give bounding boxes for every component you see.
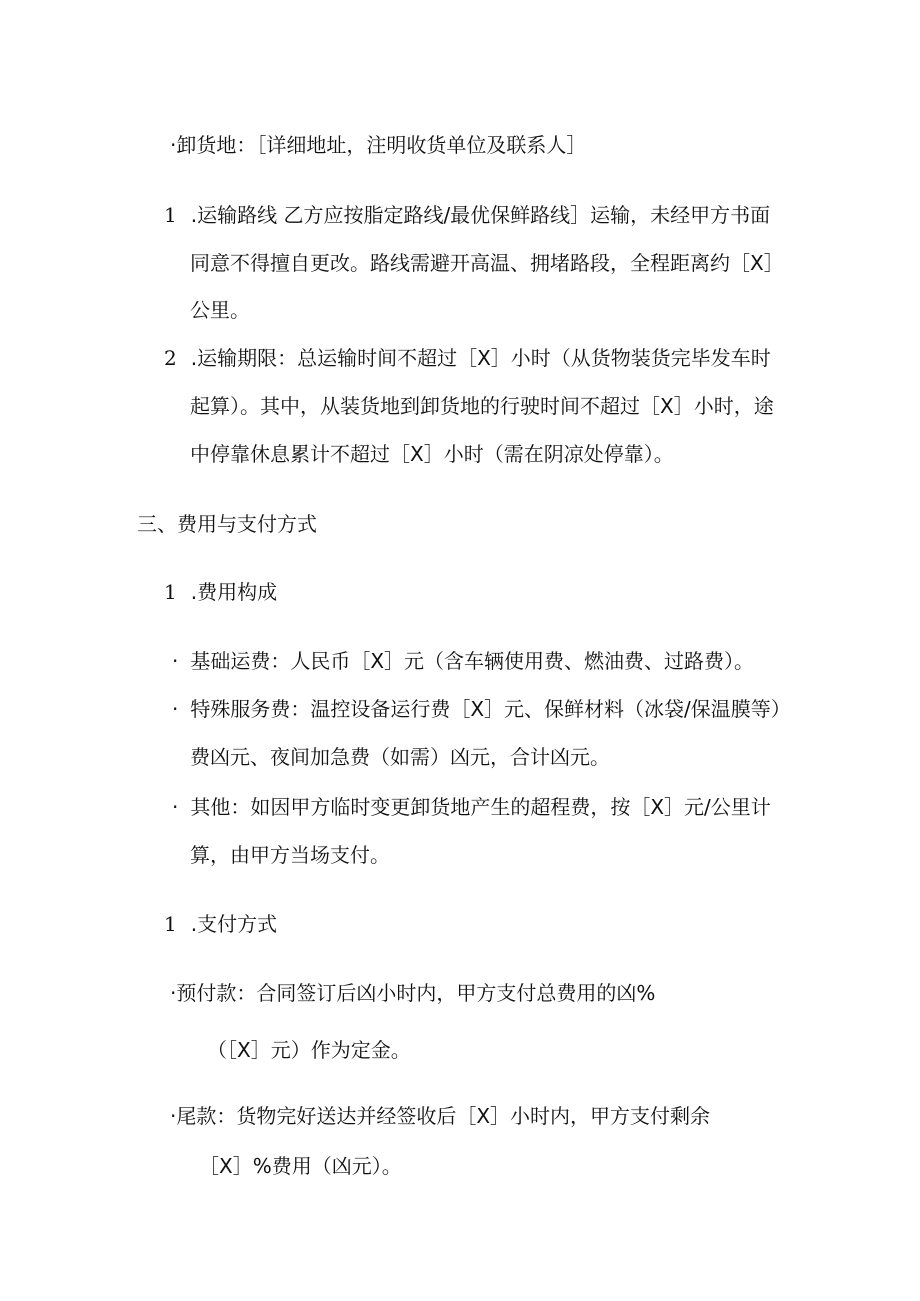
transport-deadline-text: .运输期限：总运输时间不超过［X］小时（从货物装货完毕发车时: [190, 346, 771, 370]
final-payment-text: 尾款：货物完好送达并经签收后［X］小时内，甲方支付剩余: [176, 1104, 711, 1128]
payment-method-title: .支付方式: [190, 912, 278, 936]
advance-payment-text: 预付款：合同签订后凶小时内，甲方支付总费用的凶%: [176, 981, 656, 1005]
fee-item-text: 特殊服务费：温控设备运行费［X］元、保鲜材料（冰袋/保温膜等）: [190, 697, 791, 721]
item-number: 1: [164, 912, 177, 936]
bullet: ·: [170, 1104, 177, 1128]
fee-item-special-line-2: 费凶元、夜间加急费（如需）凶元，合计凶元。: [190, 745, 610, 769]
transport-route-line-3: 公里。: [190, 298, 250, 322]
fee-item-basic: [172, 647, 754, 675]
unloading-location-text: 卸货地：［详细地址，注明收货单位及联系人］: [176, 133, 587, 157]
transport-route-line-2: 同意不得擅自更改。路线需避开高温、拥堵路段，全程距离约［X］: [190, 251, 784, 275]
bullet: ·: [170, 981, 177, 1005]
item-number: 1: [164, 203, 177, 227]
fee-item-other-line-1: [172, 793, 771, 821]
fee-item-text: 基础运费：人民币［X］元（含车辆使用费、燃油费、过路费）。: [190, 649, 755, 673]
unloading-location-line: [170, 131, 586, 159]
bullet: ·: [170, 133, 177, 157]
advance-payment-line-1: [170, 979, 655, 1007]
transport-deadline-line-2: 起算）。其中，从装货地到卸货地的行驶时间不超过［X］小时，途: [190, 394, 774, 418]
advance-payment-line-2: （［X］元）作为定金。: [207, 1038, 411, 1062]
final-payment-line-1: [170, 1102, 710, 1130]
item-number: 2: [164, 346, 177, 370]
fee-composition-title: .费用构成: [190, 580, 278, 604]
fee-composition-heading: [164, 578, 277, 606]
fee-item-special-line-1: [172, 695, 791, 723]
section-title: 三、费用与支付方式: [137, 512, 317, 536]
transport-deadline-line-3: 中停靠休息累计不超过［X］小时（需在阴凉处停靠）。: [190, 442, 674, 466]
payment-method-heading: [164, 910, 277, 938]
transport-route-line-1: [164, 201, 770, 229]
bullet: ·: [172, 649, 179, 673]
final-payment-line-2: ［X］%费用（凶元）。: [199, 1154, 402, 1178]
fee-item-text: 其他：如因甲方临时变更卸货地产生的超程费，按［X］元/公里计: [190, 795, 771, 819]
bullet: ·: [172, 697, 179, 721]
item-number: 1: [164, 580, 177, 604]
bullet: ·: [172, 795, 179, 819]
transport-deadline-line-1: [164, 344, 771, 372]
transport-route-text: .运输路线 乙方应按脂定路线/最优保鲜路线］运输，未经甲方书面: [190, 203, 771, 227]
fee-item-other-line-2: 算，由甲方当场支付。: [190, 843, 390, 867]
